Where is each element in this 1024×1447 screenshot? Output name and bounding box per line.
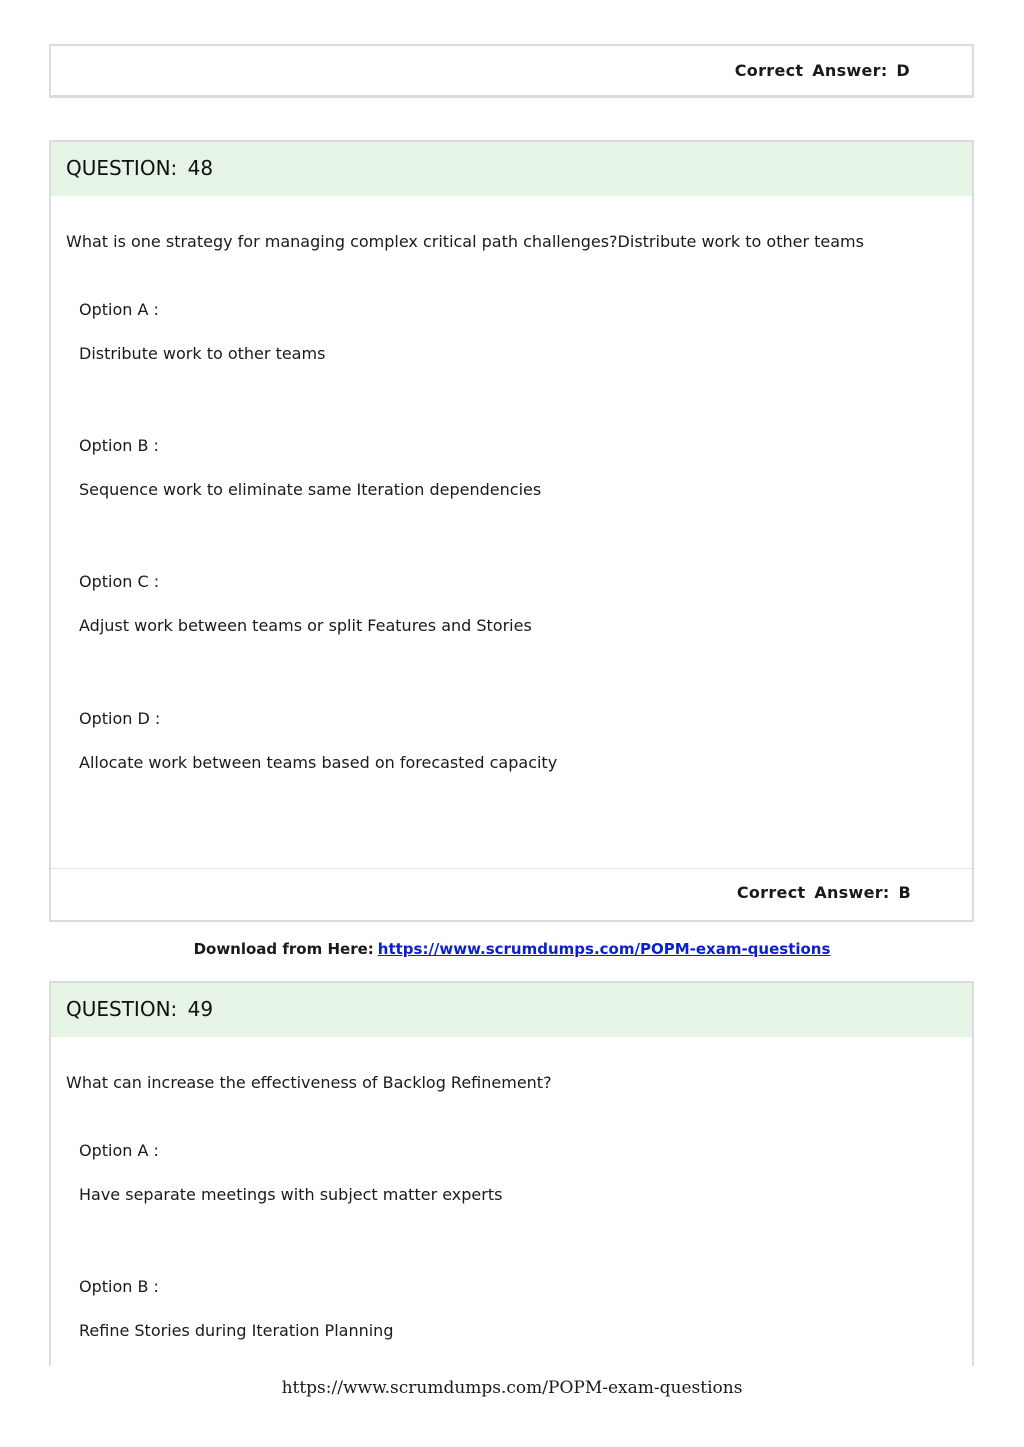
question-48-title: QUESTION: 48	[66, 156, 214, 180]
footer-url: https://www.scrumdumps.com/POPM-exam-questions	[281, 1378, 743, 1398]
q48-answer-divider	[51, 868, 972, 869]
q48-correct-answer: Correct Answer: B	[736, 883, 911, 902]
q49-option-b-label: Option B :	[79, 1277, 159, 1296]
question-48-header	[51, 142, 972, 196]
question-49-stem: What can increase the effectiveness of Backlog Refinement?	[66, 1073, 552, 1092]
question-49-header	[51, 983, 972, 1037]
q47-correct-answer: Correct Answer: D	[734, 61, 910, 80]
q48-option-d-label: Option D :	[79, 709, 161, 728]
q49-option-b-text: Refine Stories during Iteration Planning	[79, 1321, 394, 1340]
q48-option-a-text: Distribute work to other teams	[79, 344, 326, 363]
q49-option-a-text: Have separate meetings with subject matter experts	[79, 1185, 503, 1204]
q49-option-a-label: Option A :	[79, 1141, 159, 1160]
q48-option-b-label: Option B :	[79, 436, 159, 455]
download-line	[0, 940, 1024, 958]
q48-option-c-text: Adjust work between teams or split Features and Stories	[79, 616, 532, 635]
q48-option-a-label: Option A :	[79, 300, 159, 319]
q48-option-c-label: Option C :	[79, 572, 160, 591]
q47-answer-box	[49, 44, 974, 98]
download-label: Download from Here:	[193, 940, 374, 958]
question-49-card	[49, 981, 974, 1401]
question-49-title: QUESTION: 49	[66, 997, 214, 1021]
q48-option-b-text: Sequence work to eliminate same Iteration dependencies	[79, 480, 542, 499]
q48-option-d-text: Allocate work between teams based on forecasted capacity	[79, 753, 558, 772]
question-48-stem: What is one strategy for managing complex critical path challenges?Distribute work to other teams	[66, 232, 864, 251]
download-link[interactable]: https://www.scrumdumps.com/POPM-exam-questions	[377, 940, 831, 958]
question-48-card	[49, 140, 974, 922]
